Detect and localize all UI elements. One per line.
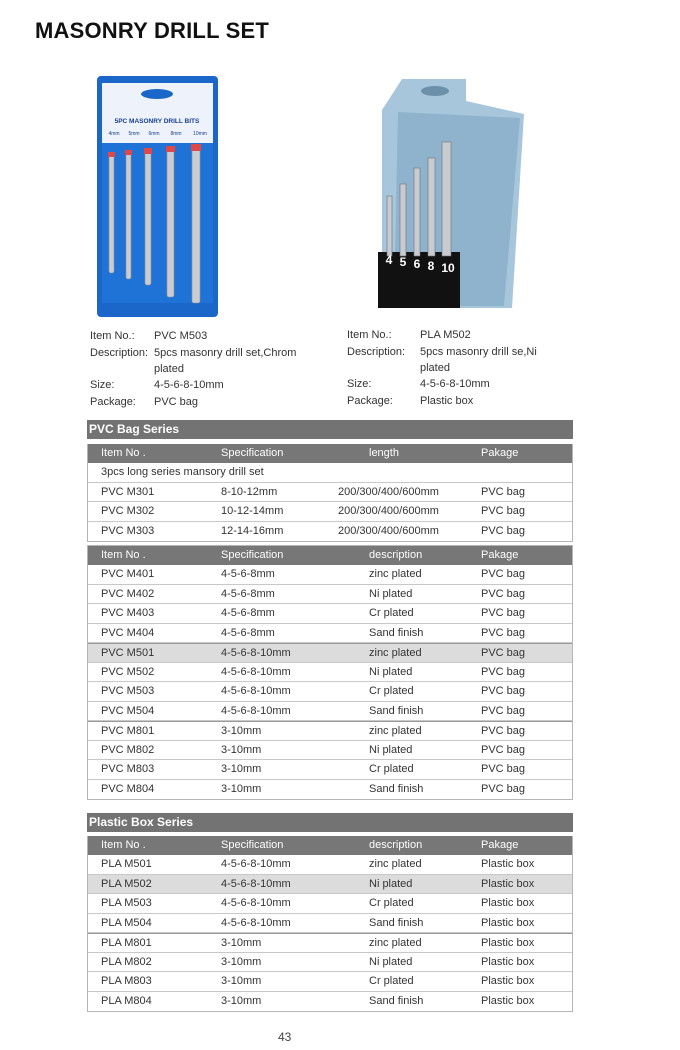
table-row bbox=[88, 721, 572, 741]
table-row bbox=[88, 914, 572, 934]
description-cell: Ni plated bbox=[369, 587, 413, 600]
table-row bbox=[88, 604, 572, 624]
item-label: Item No.: bbox=[347, 329, 392, 341]
description-value: 5pcs masonry drill se,Ni bbox=[420, 346, 537, 358]
item-no-cell: PVC M401 bbox=[101, 568, 155, 580]
product-info-pvc-m503 bbox=[90, 330, 330, 410]
item-label: Item No.: bbox=[90, 330, 135, 342]
header-specification: Specification bbox=[221, 447, 284, 459]
specification-cell: 10-12-14mm bbox=[221, 505, 284, 517]
package-cell: PVC bag bbox=[481, 743, 526, 756]
description-value: 5pcs masonry drill set,Chrom bbox=[154, 347, 297, 359]
package-size-5mm: 5mm bbox=[128, 131, 140, 137]
package-cell: PVC bag bbox=[481, 505, 526, 517]
table-row bbox=[88, 483, 572, 503]
item-no-cell: PLA M804 bbox=[101, 994, 152, 1007]
table-row bbox=[88, 780, 572, 800]
description-cell: Sand finish bbox=[369, 994, 424, 1007]
package-cell: Plastic box bbox=[481, 937, 535, 949]
description-cell: zinc plated bbox=[369, 858, 422, 870]
specification-cell: 3-10mm bbox=[221, 955, 262, 968]
table-header bbox=[88, 546, 572, 565]
specification-cell: 4-5-6-8-10mm bbox=[221, 877, 291, 890]
description-cell: Ni plated bbox=[369, 955, 413, 968]
description-label: Description: bbox=[90, 347, 149, 359]
table-row bbox=[88, 643, 572, 663]
specification-cell: 8-10-12mm bbox=[221, 485, 278, 498]
table-row bbox=[88, 502, 572, 522]
package-heading: 5PC MASONRY DRILL BITS bbox=[114, 118, 200, 125]
package-cell: Plastic box bbox=[481, 877, 535, 890]
plastic-box-table bbox=[87, 836, 573, 1012]
description-cell: zinc plated bbox=[369, 568, 422, 580]
description-cell: Ni plated bbox=[369, 877, 413, 890]
description-cell: Cr plated bbox=[369, 975, 414, 987]
size-value: 4-5-6-8-10mm bbox=[420, 378, 490, 390]
package-cell: PVC bag bbox=[481, 763, 526, 775]
box-digit-6: 6 bbox=[413, 257, 421, 271]
item-value: PVC M503 bbox=[154, 330, 208, 342]
package-cell: Plastic box bbox=[481, 994, 535, 1007]
item-no-cell: PLA M803 bbox=[101, 975, 152, 987]
package-cell: Plastic box bbox=[481, 955, 535, 968]
table-row bbox=[88, 585, 572, 605]
header-item-no: Item No . bbox=[101, 447, 146, 459]
description-cell: Cr plated bbox=[369, 763, 414, 775]
plastic-series-title: Plastic Box Series bbox=[87, 813, 573, 832]
package-cell: PVC bag bbox=[481, 782, 526, 795]
package-size-4mm: 4mm bbox=[108, 131, 120, 137]
specification-cell: 12-14-16mm bbox=[221, 524, 284, 537]
item-no-cell: PVC M502 bbox=[101, 665, 155, 678]
specification-cell: 3-10mm bbox=[221, 937, 262, 949]
description-value-cont: plated bbox=[420, 362, 450, 374]
table-row bbox=[88, 663, 572, 683]
item-no-cell: PVC M503 bbox=[101, 685, 155, 697]
package-value: Plastic box bbox=[420, 395, 474, 407]
package-cell: PVC bag bbox=[481, 704, 526, 717]
description-cell: Cr plated bbox=[369, 685, 414, 697]
package-cell: PVC bag bbox=[481, 665, 526, 678]
table-row bbox=[88, 875, 572, 895]
package-cell: PVC bag bbox=[481, 685, 526, 697]
package-cell: Plastic box bbox=[481, 897, 535, 909]
length-cell: 200/300/400/600mm bbox=[338, 505, 439, 517]
page-number: 43 bbox=[278, 1030, 292, 1044]
table-row bbox=[88, 992, 572, 1012]
package-cell: PVC bag bbox=[481, 485, 526, 498]
specification-cell: 4-5-6-8-10mm bbox=[221, 647, 291, 659]
package-cell: PVC bag bbox=[481, 568, 526, 580]
box-digit-5: 5 bbox=[399, 255, 407, 269]
specification-cell: 4-5-6-8mm bbox=[221, 587, 275, 600]
item-no-cell: PVC M802 bbox=[101, 743, 155, 756]
specification-cell: 3-10mm bbox=[221, 725, 262, 737]
product-info-pla-m502 bbox=[347, 329, 577, 409]
length-cell: 200/300/400/600mm bbox=[338, 485, 439, 498]
box-digit-4: 4 bbox=[385, 253, 393, 267]
page-title: MASONRY DRILL SET bbox=[35, 18, 270, 43]
header-package: Pakage bbox=[481, 447, 519, 459]
table-row bbox=[88, 933, 572, 953]
pvc-bag-product-image bbox=[96, 75, 219, 318]
specification-cell: 4-5-6-8-10mm bbox=[221, 685, 291, 697]
package-label: Package: bbox=[90, 396, 136, 408]
item-no-cell: PVC M803 bbox=[101, 763, 155, 775]
specification-cell: 3-10mm bbox=[221, 782, 262, 795]
package-size-8mm: 8mm bbox=[170, 131, 182, 137]
description-value-cont: plated bbox=[154, 363, 184, 375]
description-cell: Sand finish bbox=[369, 916, 424, 929]
description-cell: Sand finish bbox=[369, 704, 424, 717]
header-package: Pakage bbox=[481, 839, 519, 851]
package-size-10mm: 10mm bbox=[193, 131, 207, 137]
specification-cell: 4-5-6-8mm bbox=[221, 568, 275, 580]
header-package: Pakage bbox=[481, 549, 519, 561]
description-cell: zinc plated bbox=[369, 937, 422, 949]
specification-cell: 4-5-6-8-10mm bbox=[221, 897, 291, 909]
table-body bbox=[88, 565, 572, 799]
package-value: PVC bag bbox=[154, 396, 199, 408]
package-label: Package: bbox=[347, 395, 393, 407]
description-cell: Ni plated bbox=[369, 665, 413, 678]
specification-cell: 4-5-6-8mm bbox=[221, 626, 275, 639]
item-no-cell: PVC M404 bbox=[101, 626, 155, 639]
table-body bbox=[88, 483, 572, 542]
table-row bbox=[88, 855, 572, 875]
item-no-cell: PVC M504 bbox=[101, 704, 155, 717]
pvc-long-series-table bbox=[87, 444, 573, 542]
specification-cell: 4-5-6-8-10mm bbox=[221, 665, 291, 678]
package-cell: Plastic box bbox=[481, 916, 535, 929]
item-no-cell: PVC M804 bbox=[101, 782, 155, 795]
item-no-cell: PLA M501 bbox=[101, 858, 152, 870]
box-digit-10: 10 bbox=[441, 261, 455, 275]
item-no-cell: PVC M403 bbox=[101, 607, 155, 619]
item-no-cell: PLA M802 bbox=[101, 955, 152, 968]
description-cell: Sand finish bbox=[369, 626, 424, 639]
package-cell: PVC bag bbox=[481, 587, 526, 600]
table-row bbox=[88, 522, 572, 542]
item-no-cell: PLA M801 bbox=[101, 937, 152, 949]
table-header bbox=[88, 836, 572, 855]
item-no-cell: PVC M801 bbox=[101, 725, 155, 737]
item-value: PLA M502 bbox=[420, 329, 471, 341]
item-no-cell: PVC M303 bbox=[101, 524, 155, 537]
header-item-no: Item No . bbox=[101, 839, 146, 851]
item-no-cell: PVC M402 bbox=[101, 587, 155, 600]
header-specification: Specification bbox=[221, 549, 284, 561]
package-cell: PVC bag bbox=[481, 647, 526, 659]
table-note-row bbox=[88, 463, 572, 483]
specification-cell: 4-5-6-8-10mm bbox=[221, 858, 291, 870]
specification-cell: 4-5-6-8mm bbox=[221, 607, 275, 619]
table-row bbox=[88, 741, 572, 761]
description-cell: Sand finish bbox=[369, 782, 424, 795]
description-cell: Cr plated bbox=[369, 607, 414, 619]
description-label: Description: bbox=[347, 346, 406, 358]
size-label: Size: bbox=[347, 378, 372, 390]
table-row bbox=[88, 760, 572, 780]
table-header bbox=[88, 444, 572, 463]
specification-cell: 3-10mm bbox=[221, 994, 262, 1007]
package-cell: PVC bag bbox=[481, 626, 526, 639]
package-cell: PVC bag bbox=[481, 524, 526, 537]
pvc-bag-table bbox=[87, 545, 573, 800]
package-cell: PVC bag bbox=[481, 725, 526, 737]
table-row bbox=[88, 624, 572, 644]
table-row bbox=[88, 972, 572, 992]
header-specification: Specification bbox=[221, 839, 284, 851]
item-no-cell: PVC M302 bbox=[101, 505, 155, 517]
specification-cell: 3-10mm bbox=[221, 763, 262, 775]
item-no-cell: PLA M504 bbox=[101, 916, 152, 929]
description-cell: Cr plated bbox=[369, 897, 414, 909]
header-description: description bbox=[369, 839, 423, 851]
pvc-series-title: PVC Bag Series bbox=[87, 420, 573, 439]
table-row bbox=[88, 682, 572, 702]
package-cell: Plastic box bbox=[481, 975, 535, 987]
description-cell: Ni plated bbox=[369, 743, 413, 756]
plastic-box-product-image bbox=[372, 76, 526, 310]
package-cell: PVC bag bbox=[481, 607, 526, 619]
series-note: 3pcs long series mansory drill set bbox=[101, 466, 264, 478]
table-body bbox=[88, 855, 572, 1011]
item-no-cell: PVC M301 bbox=[101, 485, 155, 498]
item-no-cell: PLA M502 bbox=[101, 877, 152, 890]
length-cell: 200/300/400/600mm bbox=[338, 524, 439, 537]
package-cell: Plastic box bbox=[481, 858, 535, 870]
package-size-6mm: 6mm bbox=[148, 131, 160, 137]
specification-cell: 4-5-6-8-10mm bbox=[221, 916, 291, 929]
header-length: length bbox=[369, 447, 399, 459]
size-value: 4-5-6-8-10mm bbox=[154, 379, 224, 391]
header-item-no: Item No . bbox=[101, 549, 146, 561]
description-cell: zinc plated bbox=[369, 647, 422, 659]
size-label: Size: bbox=[90, 379, 115, 391]
table-row bbox=[88, 565, 572, 585]
specification-cell: 3-10mm bbox=[221, 743, 262, 756]
item-no-cell: PVC M501 bbox=[101, 647, 155, 659]
description-cell: zinc plated bbox=[369, 725, 422, 737]
table-row bbox=[88, 894, 572, 914]
specification-cell: 4-5-6-8-10mm bbox=[221, 704, 291, 717]
item-no-cell: PLA M503 bbox=[101, 897, 152, 909]
box-digit-8: 8 bbox=[427, 259, 435, 273]
specification-cell: 3-10mm bbox=[221, 975, 262, 987]
header-description: description bbox=[369, 549, 423, 561]
table-row bbox=[88, 953, 572, 973]
table-row bbox=[88, 702, 572, 722]
